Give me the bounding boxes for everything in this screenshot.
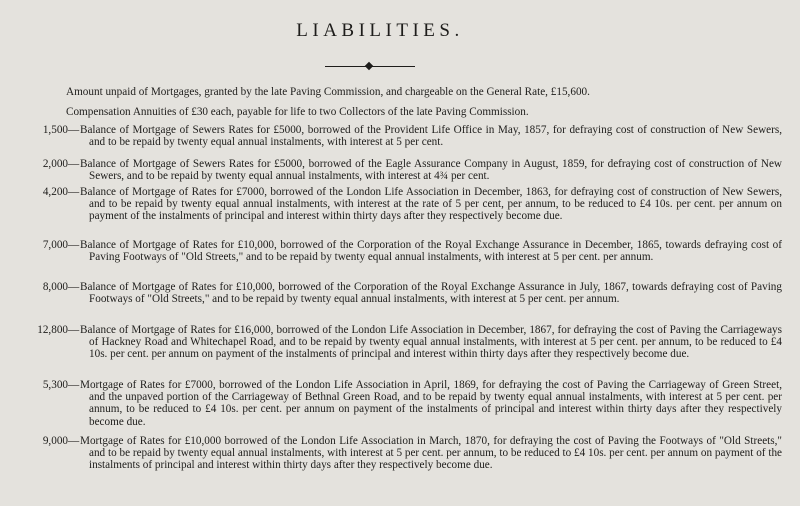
liability-entry: 2,000 — Balance of Mortgage of Sewers Rates for £5000, borrowed of the Eagle Assurance Company in August, 1859, for defraying cost of construction of New Sewers, and to be repaid by twenty equal annual instalments, with interest at 4¾ per cent. (0, 158, 790, 182)
liability-amount: 12,800 (37, 324, 68, 336)
liability-description: Balance of Mortgage of Rates for £7000, borrowed of the London Life Association in December, 1863, for defraying cost of construction of New Sewers, and to be repaid by twenty equal annual instalments, with interest at the rate of 5 per cent, per annum, to be reduced to £4 10s. per cent. per annum on payment of the instalments of principal and interest within thirty days after they respectively become due. (80, 186, 782, 223)
liability-entry: 12,800 — Balance of Mortgage of Rates for £16,000, borrowed of the London Life Association in December, 1867, for defraying the cost of Paving the Carriageways of Hackney Road and Whitechapel Road, and to be repaid by twenty equal annual instalments, with interest at 5 per cent. per annum, to be reduced to £4 10s. per cent. per annum on payment of the instalments of principal and interest within thirty days after they respectively become due. (0, 324, 790, 361)
liability-amount: 4,200 (42, 186, 68, 198)
page-title: LIABILITIES. (296, 20, 464, 41)
liability-amount: 9,000 (42, 435, 68, 447)
liability-amount: 8,000 (42, 281, 68, 293)
liability-description: Balance of Mortgage of Rates for £10,000, borrowed of the Corporation of the Royal Exchange Assurance in July, 1867, towards defraying cost of Paving Footways of "Old Streets," and to be repaid by twenty equal annual instalments, with interest at 5 per cent. per annum. (80, 281, 782, 306)
liability-description: Mortgage of Rates for £10,000 borrowed of the London Life Association in March, 1870, for defraying the cost of Paving the Footways of "Old Streets," and to be repaid by twenty equal annual instalments, with interest at 5 per cent. per annum, to be reduced to £4 10s. per cent. per annum on payment of the instalments of principal and interest within thirty days after they respectively become due. (80, 435, 782, 472)
liability-description: Balance of Mortgage of Rates for £16,000, borrowed of the London Life Association in December, 1867, for defraying the cost of Paving the Carriageways of Hackney Road and Whitechapel Road, and to be repaid by twenty equal annual instalments, with interest at 5 per cent. per annum, to be reduced to £4 10s. per cent. per annum on payment of the instalments of principal and interest within thirty days after they respectively become due. (80, 324, 782, 361)
liability-amount: 7,000 (42, 239, 68, 251)
liability-entry: 5,300 — Mortgage of Rates for £7000, borrowed of the London Life Association in April, 1869, for defraying the cost of Paving the Carriageway of Green Street, and the unpaved portion of the Carriageway of Bethnal Green Road, and to be repaid by twenty equal annual instalments, with interest at 5 per cent. per annum, to be reduced to £4 10s. per cent. per annum on payment of the instalments of principal and interest within thirty days after they respectively become due. (0, 379, 790, 428)
diamond-ornament-icon (365, 62, 373, 70)
liability-entry: 4,200 — Balance of Mortgage of Rates for £7000, borrowed of the London Life Association in December, 1863, for defraying cost of construction of New Sewers, and to be repaid by twenty equal annual instalments, with interest at the rate of 5 per cent, per annum, to be reduced to £4 10s. per cent. per annum on payment of the instalments of principal and interest within thirty days after they respectively become due. (0, 186, 790, 223)
liability-entry: 1,500 — Balance of Mortgage of Sewers Rates for £5000, borrowed of the Provident Life Office in May, 1857, for defraying cost of construction of New Sewers, and to be repaid by twenty equal annual instalments, with interest at 5 per cent. (0, 124, 790, 148)
liability-entry: 7,000 — Balance of Mortgage of Rates for £10,000, borrowed of the Corporation of the Royal Exchange Assurance in December, 1865, towards defraying cost of Paving Footways of "Old Streets," and to be repaid by twenty equal annual instalments, with interest at 5 per cent. per annum. (0, 239, 790, 263)
liability-amount: 1,500 (42, 124, 68, 136)
intro-mortgages-line: Amount unpaid of Mortgages, granted by the late Paving Commission, and chargeable on the General Rate, £15,600. (66, 86, 590, 98)
liability-description: Balance of Mortgage of Sewers Rates for £5000, borrowed of the Provident Life Office in May, 1857, for defraying cost of construction of New Sewers, and to be repaid by twenty equal annual instalments, with interest at 5 per cent. (80, 124, 782, 149)
liability-description: Mortgage of Rates for £7000, borrowed of the London Life Association in April, 1869, for defraying the cost of Paving the Carriageway of Green Street, and the unpaved portion of the Carriageway of Bethnal Green Road, and to be repaid by twenty equal annual instalments, with interest at 5 per cent. per annum, to be reduced to £4 10s. per cent. per annum on payment of the instalments of principal and interest within thirty days after they respectively become due. (80, 379, 782, 428)
liability-entry: 9,000 — Mortgage of Rates for £10,000 borrowed of the London Life Association in March, 1870, for defraying the cost of Paving the Footways of "Old Streets," and to be repaid by twenty equal annual instalments, with interest at 5 per cent. per annum, to be reduced to £4 10s. per cent. per annum on payment of the instalments of principal and interest within thirty days after they respectively become due. (0, 435, 790, 472)
liability-description: Balance of Mortgage of Sewers Rates for £5000, borrowed of the Eagle Assurance Company in August, 1859, for defraying cost of construction of New Sewers, and to be repaid by twenty equal annual instalments, with interest at 4¾ per cent. (80, 158, 782, 183)
liability-entry: 8,000 — Balance of Mortgage of Rates for £10,000, borrowed of the Corporation of the Royal Exchange Assurance in July, 1867, towards defraying cost of Paving Footways of "Old Streets," and to be repaid by twenty equal annual instalments, with interest at 5 per cent. per annum. (0, 281, 790, 305)
liability-amount: 2,000 (42, 158, 68, 170)
liability-description: Balance of Mortgage of Rates for £10,000, borrowed of the Corporation of the Royal Exchange Assurance in December, 1865, towards defraying cost of Paving Footways of "Old Streets," and to be repaid by twenty equal annual instalments, with interest at 5 per cent. per annum. (80, 239, 782, 264)
intro-annuities-line: Compensation Annuities of £30 each, payable for life to two Collectors of the late Paving Commission. (66, 106, 529, 118)
liability-amount: 5,300 (42, 379, 68, 391)
